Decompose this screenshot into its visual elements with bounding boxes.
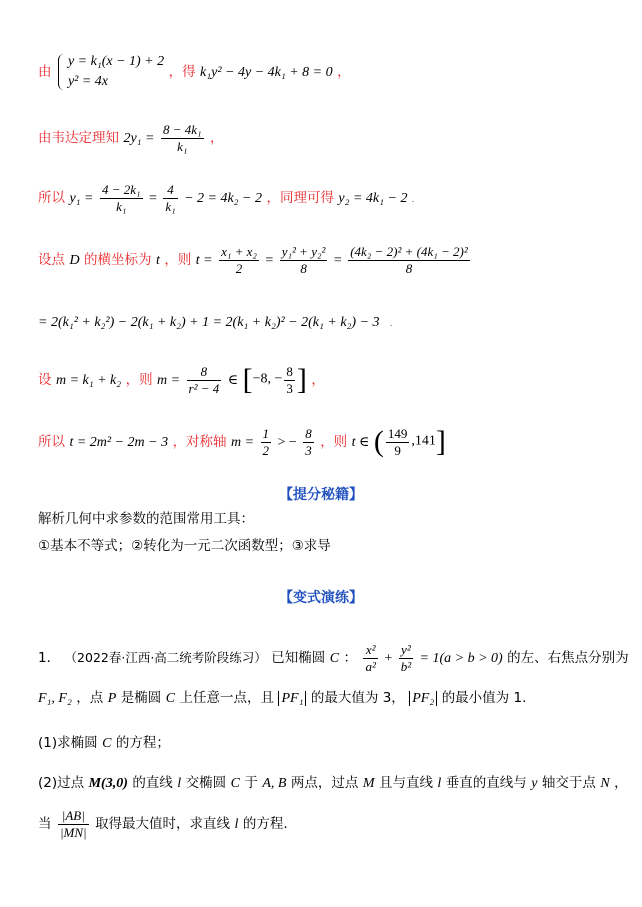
text: 的方程.: [242, 816, 288, 833]
text-prefix: 设点: [38, 252, 65, 269]
t-in: t ∈: [351, 435, 370, 450]
fraction-x: [363, 642, 377, 674]
point-n: N: [600, 776, 610, 791]
denominator: a²: [365, 658, 376, 674]
problem-line-1: [38, 642, 629, 674]
ellipse-name: C: [165, 691, 176, 706]
interval-rest: ,141: [411, 433, 436, 449]
derivation-line-3: [38, 182, 414, 214]
problem-text: 已知椭圆: [271, 650, 326, 667]
denominator: 3: [305, 442, 312, 458]
text: 轴交于点: [541, 775, 596, 791]
denominator: |MN|: [59, 824, 87, 840]
numerator: 8: [200, 363, 208, 379]
line-l: l: [177, 776, 182, 791]
text-mid: ，得: [168, 64, 196, 80]
greater-than: > −: [277, 435, 297, 450]
numerator: 8 − 4k₁: [162, 122, 202, 137]
denominator: 3: [286, 380, 293, 396]
numerator: y₁² + y₂²: [281, 244, 326, 259]
line-l3: l: [234, 817, 239, 833]
text: 的方程；: [115, 735, 170, 751]
problem-text-2: 的左、右焦点分别为: [507, 650, 629, 667]
text: 交椭圆: [185, 775, 227, 791]
numerator: 4 − 2k₁: [101, 182, 141, 197]
axis-y: y: [531, 776, 538, 791]
denominator: 2: [262, 442, 270, 458]
fraction-half: [261, 426, 272, 458]
interval-start: −8, −: [252, 371, 283, 387]
section-heading-exercise: 【变式演练】: [279, 590, 363, 606]
text: 的最小值为 1.: [441, 690, 527, 706]
problem-source: （2022春·江西·高二统考阶段练习）: [64, 650, 267, 666]
tips-line-2: ①基本不等式；②转化为一元二次函数型；③求导: [38, 538, 331, 554]
bracket-left: [: [242, 363, 253, 396]
question-1: [38, 735, 170, 753]
text: 于: [244, 775, 258, 791]
ellipse-name: C: [102, 736, 112, 751]
denominator: 8: [348, 260, 470, 277]
text: ，: [614, 775, 628, 791]
equals-2: =: [333, 253, 342, 269]
denominator: 9: [386, 442, 410, 459]
lhs: 2y₁ =: [123, 131, 155, 147]
denominator: 8: [280, 260, 328, 277]
text-suffix: ，: [311, 372, 325, 388]
numerator: x₁ + x₂: [221, 244, 257, 259]
axis-lhs: m =: [231, 435, 255, 450]
expression: t = 2m² − 2m − 3: [69, 435, 169, 450]
text-prefix: 所以: [38, 434, 65, 450]
text: 垂直的直线与: [445, 775, 527, 791]
interval: [374, 424, 446, 460]
tips-line-1: 解析几何中求参数的范围常用工具：: [38, 511, 254, 527]
interval: [243, 362, 307, 398]
text: (2)过点: [38, 775, 85, 791]
abs-pf2: PF₂: [409, 691, 437, 706]
text-prefix: 由: [38, 64, 52, 80]
equals-1: =: [265, 253, 274, 269]
plus: +: [384, 651, 393, 667]
text-prefix: 设: [38, 372, 52, 388]
section-heading-tips: 【提分秘籍】: [279, 487, 363, 503]
text-suffix: ，: [209, 130, 224, 147]
point-label: D: [69, 253, 80, 269]
abs-pf1: PF₁: [278, 691, 306, 706]
variable: t: [155, 253, 160, 269]
text: 的直线: [132, 775, 173, 791]
problem-number: 1．: [38, 650, 61, 667]
text-mid: ，同理可得: [266, 190, 334, 207]
interval-fraction: [386, 426, 410, 458]
fraction-eight-thirds: [303, 426, 314, 458]
text-then: ，则: [164, 252, 192, 269]
equals: =: [148, 191, 157, 207]
text: 的最大值为 3，: [310, 690, 405, 706]
bracket-right: ]: [296, 363, 307, 396]
text: 当: [38, 816, 52, 833]
text: ，点: [76, 690, 104, 706]
denominator: k₁: [165, 198, 176, 214]
ellipse-name: C: [329, 651, 340, 667]
system-eq-a: y = k₁(x − 1) + 2: [67, 54, 165, 69]
derivation-line-2: [38, 122, 223, 154]
point-m2: M: [362, 776, 375, 791]
derivation-line-1: [38, 52, 351, 92]
colon: ：: [343, 650, 358, 667]
denominator: r² − 4: [188, 380, 220, 396]
question-2: [38, 775, 628, 793]
lhs: y₁ =: [69, 191, 94, 207]
text-mid: ，对称轴: [172, 434, 227, 450]
derivation-line-5: [38, 314, 392, 332]
expression-rest: − 2 = 4k₂ − 2: [184, 191, 262, 207]
denominator: k₁: [161, 138, 204, 155]
problem-line-2: [38, 690, 526, 708]
denominator: b²: [400, 658, 412, 674]
point-m: M(3,0): [88, 776, 128, 791]
interval-fraction: [284, 364, 295, 396]
text-then: ，则: [125, 372, 153, 388]
text: 是椭圆: [120, 690, 162, 706]
line-l2: l: [437, 776, 442, 791]
quadratic-result: k₁y² − 4y − 4k₁ + 8 = 0: [200, 65, 333, 80]
text: (1)求椭圆: [38, 735, 98, 751]
numerator: 8: [286, 363, 293, 379]
numerator: (4k₂ − 2)² + (4k₁ − 2)²: [350, 244, 468, 259]
numerator: y²: [401, 642, 411, 657]
numerator: 8: [305, 425, 312, 441]
foci: F₁, F₂: [38, 691, 72, 706]
rhs: y₂ = 4k₁ − 2: [338, 191, 408, 207]
fraction-y: [399, 642, 413, 674]
denominator: 2: [219, 260, 259, 277]
point-p: P: [107, 691, 117, 706]
points-ab: A, B: [262, 776, 287, 791]
ellipse-name: C: [230, 776, 240, 791]
question-2-continued: [38, 808, 288, 840]
numerator: 4: [167, 182, 174, 197]
text-prefix: 所以: [38, 190, 65, 207]
lhs: m =: [157, 373, 181, 388]
system-eq-b: y² = 4x: [67, 74, 109, 89]
bracket-left: (: [373, 425, 384, 458]
numerator: 1: [262, 425, 270, 441]
fraction: [161, 122, 204, 154]
derivation-line-7: [38, 424, 446, 460]
fraction-1: [100, 182, 143, 214]
numerator: 149: [387, 425, 408, 441]
fraction: [187, 364, 222, 396]
text: 两点，过点: [290, 775, 359, 791]
text: 且与直线: [378, 775, 433, 791]
condition: = 1(a > b > 0): [419, 651, 503, 667]
fraction-3: [348, 244, 470, 276]
text: 取得最大值时，求直线: [95, 816, 231, 833]
fraction-ab-mn: [58, 808, 89, 840]
text-then: ，则: [320, 434, 348, 450]
text-suffix: ，: [337, 64, 351, 80]
denominator: k₁: [100, 198, 143, 215]
derivation-line-6: [38, 362, 325, 398]
tail: .: [389, 318, 393, 328]
lhs: t =: [195, 253, 213, 269]
tail: .: [411, 194, 415, 205]
text-body: 的横坐标为: [84, 252, 152, 269]
numerator: x²: [365, 642, 376, 657]
fraction-2: [163, 182, 177, 214]
bracket-right: ]: [435, 425, 446, 458]
numerator: |AB|: [61, 808, 85, 823]
text: 上任意一点，且: [179, 690, 275, 706]
element-of: ∈: [227, 373, 239, 388]
text-prefix: 由韦达定理知: [38, 130, 119, 147]
definition: m = k₁ + k₂: [55, 373, 122, 388]
fraction-1: [219, 244, 259, 276]
fraction-2: [280, 244, 328, 276]
equation-system: [56, 52, 164, 92]
expression: = 2(k₁² + k₂²) − 2(k₁ + k₂) + 1 = 2(k₁ + k₂)² − 2(k₁ + k₂) − 3: [38, 315, 380, 330]
derivation-line-4: [38, 244, 472, 276]
